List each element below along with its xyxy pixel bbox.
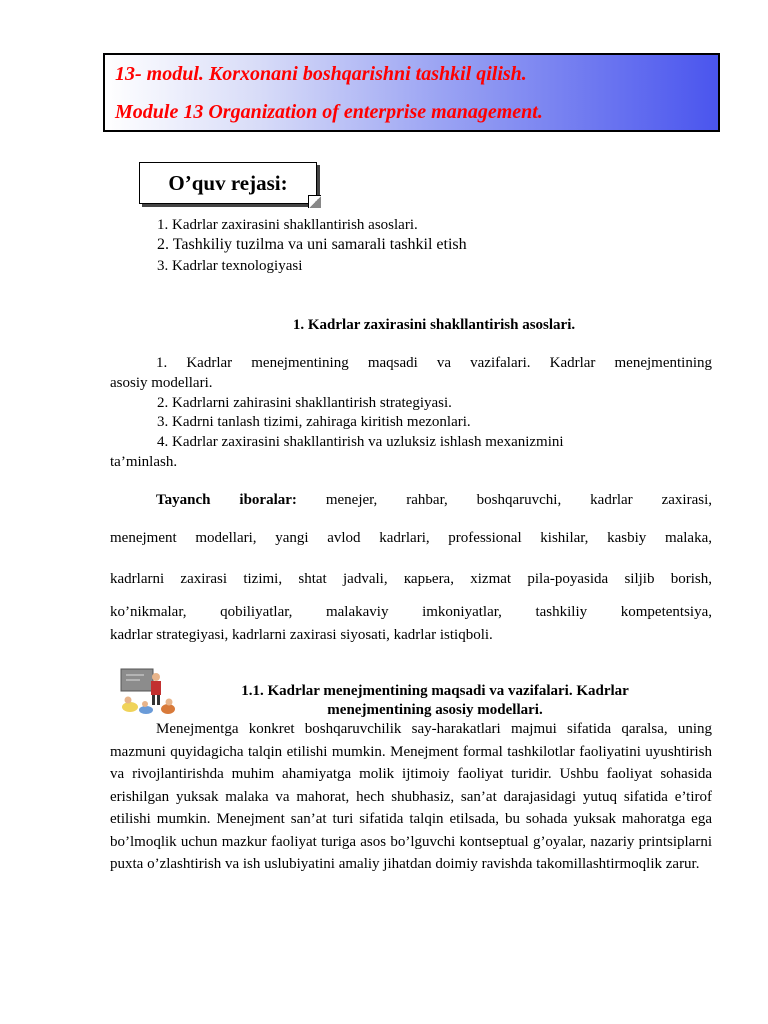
- section-1-heading: 1. Kadrlar zaxirasini shakllantirish asoslari.: [292, 317, 576, 333]
- topic-1-line-2: asosiy modellari.: [110, 375, 213, 391]
- keywords-line-4: ko’nikmalar, qobiliyatlar, malakaviy imkoniyatlar, tashkiliy kompetentsiya,: [110, 604, 712, 620]
- keywords-line-2: menejment modellari, yangi avlod kadrlari, professional kishilar, kasbiy malaka,: [110, 530, 712, 546]
- section-1-1-heading-line-1: 1.1. Kadrlar menejmentining maqsadi va vazifalari. Kadrlar: [241, 683, 629, 699]
- body-paragraph: Menejmentga konkret boshqaruvchilik say-harakatlari majmui sifatida qaralsa, uning mazmuni quyidagicha talqin etilishi mumkin. Menejment formal tashkilotlar faoliyatini uyushtirish va rivojlantirishda muhim ahamiyatga molik ijtimoiy faoliyat turidir. Ushbu faoliyat sohasida erishilgan yuksak malaka va mahorat, hech shubhasiz, san’at darajasidagi yutuq sifatida e’tirof etilishi mumkin. Menejment san’at turi sifatida talqin etilsada, bu sohada yuksak mahoratga ega bo’lmoqlik uchun mazkur faoliyat turiga asos bo’lguvchi kontseptual g’oyalar, nazariy printsiplarni puxta o’zlashtirish va ish uslubiyatini amaliy jihatdan doimiy ravishda takomillashtirmoqlik zarur.: [110, 721, 712, 872]
- module-header-banner: [103, 53, 720, 132]
- module-title-uz: 13- modul. Korxonani boshqarishni tashkil qilish.: [115, 63, 527, 85]
- study-plan-title: O’quv rejasi:: [168, 170, 288, 195]
- keywords-line-1: [110, 490, 712, 510]
- plan-item-1: 1. Kadrlar zaxirasini shakllantirish asoslari.: [157, 217, 418, 233]
- topic-1-line-1: 1. Kadrlar menejmentining maqsadi va vazifalari. Kadrlar menejmentining: [156, 355, 712, 371]
- topic-4-line-2: ta’minlash.: [110, 454, 178, 470]
- keywords-line-3: kadrlarni zaxirasi tizimi, shtat jadvali, карьera, xizmat pila-poyasida siljib borish,: [110, 571, 712, 587]
- keywords-line-1-text: menejer, rahbar, boshqaruvchi, kadrlar zaxirasi,: [296, 492, 712, 508]
- study-plan-box: [139, 162, 317, 204]
- module-title-en: Module 13 Organization of enterprise management.: [115, 101, 543, 123]
- keywords-label: Tayanch iboralar:: [156, 492, 297, 508]
- page-fold-icon: [308, 195, 321, 208]
- section-1-1-heading-line-2: menejmentining asosiy modellari.: [327, 702, 543, 718]
- topic-3: 3. Kadrni tanlash tizimi, zahiraga kiritish mezonlari.: [157, 414, 471, 430]
- keywords-line-5: kadrlar strategiyasi, kadrlarni zaxirasi siyosati, kadrlar istiqboli.: [110, 627, 493, 643]
- plan-item-3: 3. Kadrlar texnologiyasi: [157, 258, 303, 274]
- topic-2: 2. Kadrlarni zahirasini shakllantirish strategiyasi.: [157, 395, 452, 411]
- topic-4-line-1: 4. Kadrlar zaxirasini shakllantirish va uzluksiz ishlash mexanizmini: [157, 434, 564, 450]
- plan-item-2: 2. Tashkiliy tuzilma va uni samarali tashkil etish: [157, 236, 467, 253]
